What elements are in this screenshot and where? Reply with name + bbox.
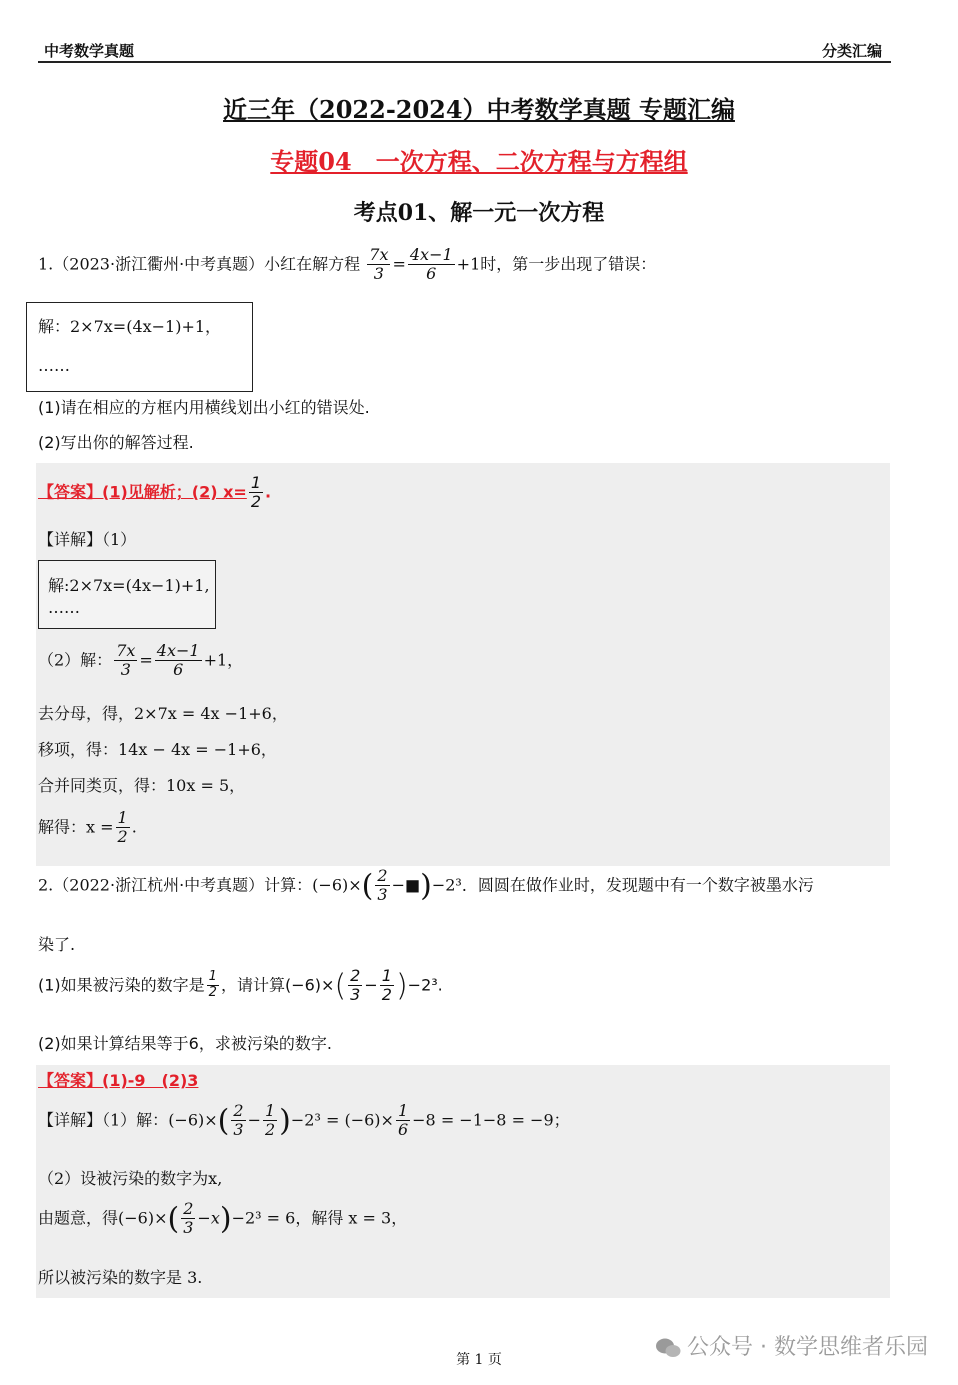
q1-frac-right: $\frac{4x-1}{6}$ <box>409 245 453 284</box>
q1-answer: 【答案】(1)见解析；(2) x= $\frac{1}{2}$ . <box>38 473 272 512</box>
q1-sol-step3: 合并同类页，得：10x = 5， <box>38 776 246 795</box>
header-left: 中考数学真题 <box>44 42 135 60</box>
q2-detail2: （2）设被污染的数字为x, <box>38 1169 223 1188</box>
q2-answer: 【答案】(1)-9 (2)3 <box>38 1071 199 1090</box>
q2-detail1: 【详解】（1）解：(−6)×( $\frac{2}{3}$ − $\frac{1}{2}$ )−2³ = (−6)× $\frac{1}{6}$ −8 = −1−8 = −9； <box>38 1101 570 1140</box>
q1-box2-line2: …… <box>48 598 80 617</box>
q2-detail4: 所以被污染的数字是 3. <box>38 1268 203 1287</box>
q1-part2: (2)写出你的解答过程. <box>38 433 194 452</box>
q1-box-line1: 解：2×7x=(4x−1)+1， <box>38 317 222 336</box>
section-heading: 考点01、解一元一次方程 <box>353 200 605 226</box>
q1-frac-left: $\frac{7x}{3}$ <box>369 245 389 284</box>
q2-part1: (1)如果被污染的数字是 $\frac{1}{2}$ ，请计算(−6)×( $\frac{2}{3}$ − $\frac{1}{2}$ )−2³. <box>38 966 443 1005</box>
q1-part1: (1)请在相应的方框内用横线划出小红的错误处. <box>38 398 370 417</box>
q1-detail-title: 【详解】（1） <box>38 530 137 549</box>
q2-stem-line2: 染了. <box>38 935 76 954</box>
topic-subtitle: 专题04 一次方程、二次方程与方程组 <box>270 147 688 176</box>
q1-sol-step2: 移项，得：14x − 4x = −1+6， <box>38 740 277 759</box>
header-right: 分类汇编 <box>822 42 883 60</box>
q1-box-line2: …… <box>38 356 70 375</box>
q1-sol-intro: （2）解： $\frac{7x}{3}$ = $\frac{4x-1}{6}$ +1， <box>38 641 244 680</box>
q1-stem: 1.（2023·浙江衢州·中考真题）小红在解方程 $\frac{7x}{3}$ = $\frac{4x-1}{6}$ +1时，第一步出现了错误： <box>38 245 657 284</box>
q1-sol-step4: 解得：x = $\frac{1}{2}$ . <box>38 808 137 847</box>
q2-part2: (2)如果计算结果等于6，求被污染的数字. <box>38 1034 332 1053</box>
page-number: 第 1 页 <box>456 1352 502 1368</box>
q1-sol-step1: 去分母，得，2×7x = 4x −1+6， <box>38 704 288 723</box>
page-title: 近三年（2022-2024）中考数学真题 专题汇编 <box>223 95 735 124</box>
q2-detail3: 由题意，得(−6)×( $\frac{2}{3}$ −x)−2³ = 6，解得 x = 3， <box>38 1199 408 1238</box>
q2-stem: 2.（2022·浙江杭州·中考真题）计算：(−6)×( $\frac{2}{3}$ −■)−2³．圆圆在做作业时，发现题中有一个数字被墨水污 <box>38 866 814 905</box>
watermark: 公众号 · 数学思维者乐园 <box>655 1330 928 1361</box>
q1-box2-line1: 解:2×7x=(4x−1)+1, <box>48 576 210 595</box>
header-divider <box>38 61 891 63</box>
